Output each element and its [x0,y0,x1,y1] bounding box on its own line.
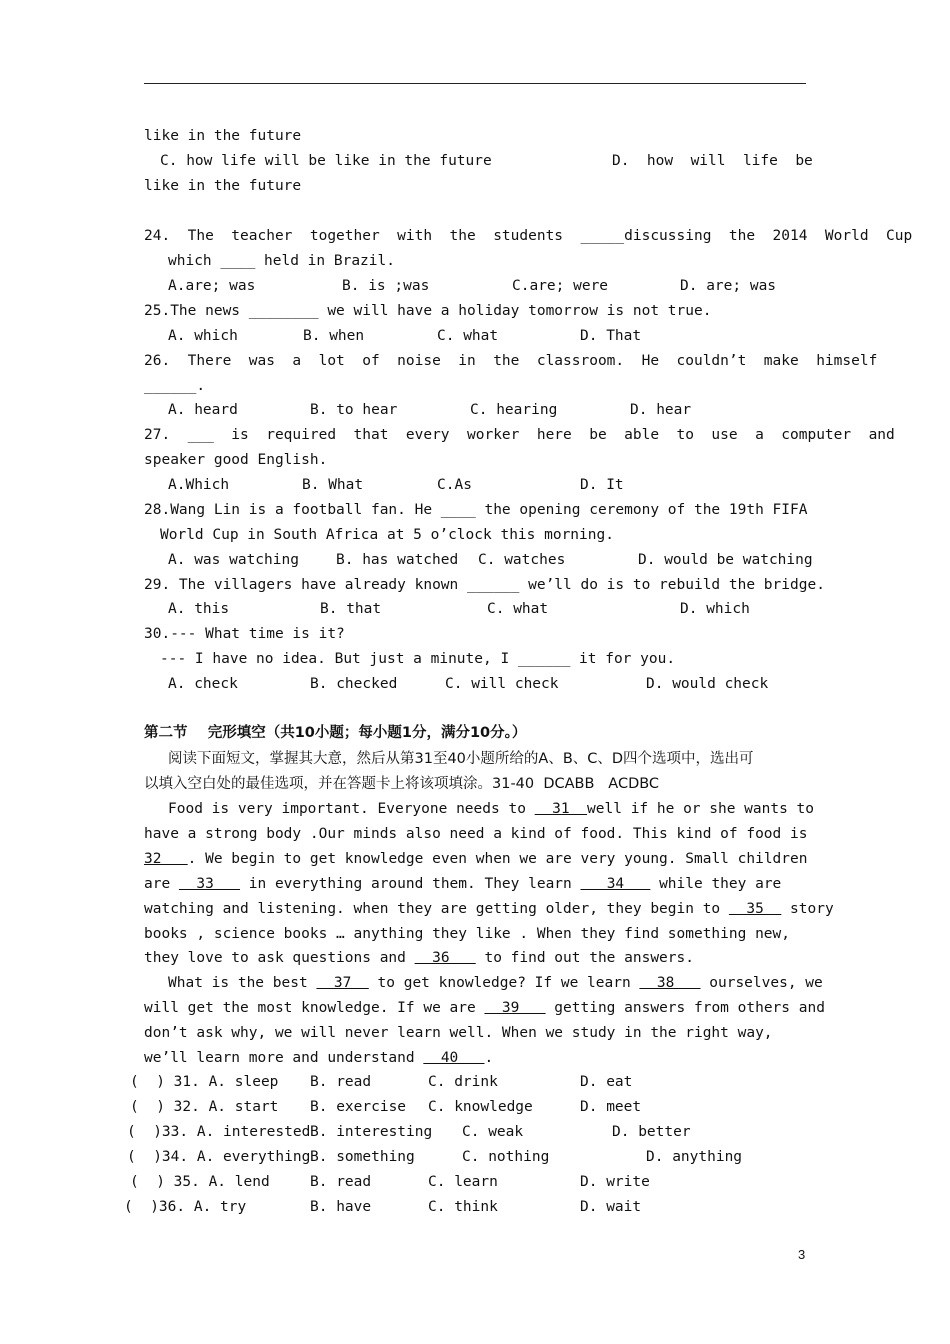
passage-text: watching and listening. when they are getting older, they begin to [144,901,729,917]
option-item: D. better [612,1124,691,1140]
passage-text: Food is very important. Everyone needs to [168,801,535,817]
passage-text: are [144,876,179,892]
question-line: A. check [168,676,238,692]
section-instruction-cont: 以填入空白处的最佳选项，并在答题卡上将该项填涂。31-40 DCABB ACDBC [144,776,660,792]
passage-text: in everything around them. They learn [240,876,581,892]
question-line: A. heard [168,402,238,418]
question-line: 28.Wang Lin is a football fan. He ____ the opening ceremony of the 19th FIFA [144,502,808,518]
question-line: D. would be watching [638,552,813,568]
question-line: D. which [680,601,750,617]
question-line: World Cup in South Africa at 5 o’clock this morning. [160,527,614,543]
question-line: C. what [437,328,499,344]
option-item: D. wait [580,1199,642,1215]
option-item: D. meet [580,1099,642,1115]
option-item: ( )33. A. interested [127,1124,311,1140]
question-line: D. It [580,477,624,493]
option-item: ( )36. A. try [124,1199,247,1215]
question-line: D. hear [630,402,692,418]
answer-blank: 31 [534,801,588,817]
option-item: ( ) 35. A. lend [130,1174,270,1190]
passage-text: while they are [650,876,782,892]
option-item: C. drink [428,1074,498,1090]
section-instruction: 阅读下面短文，掌握其大意，然后从第31至40小题所给的A、B、C、D四个选项中，选出可 [168,751,754,767]
question-line: like in the future [144,178,302,194]
question-line: C. will check [445,676,559,692]
passage-text: to find out the answers. [475,950,694,966]
question-line: A. which [168,328,238,344]
passage-text: to get knowledge? If we learn [368,975,640,991]
question-line: 25.The news ________ we will have a holiday tomorrow is not true. [144,303,712,319]
passage-line [144,872,781,897]
question-line: 24. The teacher together with the students _____discussing the 2014 World Cup [144,228,913,244]
option-item: B. something [310,1149,415,1165]
answer-blank: 37 [316,975,369,991]
option-item: C. knowledge [428,1099,533,1115]
passage-text: books , science books … anything they like . When they find something new, [144,926,791,942]
option-item: C. weak [462,1124,524,1140]
question-line: D. are; was [680,278,777,294]
question-line: D. That [580,328,642,344]
passage-line [144,1021,773,1046]
question-line: speaker good English. [144,452,328,468]
passage-line [144,897,834,922]
section-heading: 第二节 完形填空（共10小题；每小题1分，满分10分。） [144,725,527,741]
question-line: A. this [168,601,230,617]
passage-text: . We begin to get knowledge even when we are very young. Small children [187,851,808,867]
page-number: 3 [798,1247,806,1262]
passage-line [144,1046,493,1071]
option-item: C. think [428,1199,498,1215]
question-line: ______. [144,378,206,394]
answer-blank: 39 [484,1000,546,1016]
question-line: 26. There was a lot of noise in the classroom. He couldn’t make himself [144,353,878,369]
option-item: ( ) 31. A. sleep [130,1074,279,1090]
passage-line [144,996,825,1021]
question-line: C. what [487,601,549,617]
passage-line [144,922,790,947]
question-line: 29. The villagers have already known ______ we’ll do is to rebuild the bridge. [144,577,825,593]
header-rule [144,83,806,84]
question-line: D. how will life be [612,153,813,169]
question-line: C.As [437,477,472,493]
question-line: C.are; were [512,278,609,294]
option-item: D. write [580,1174,650,1190]
passage-text: story [781,901,834,917]
answer-blank: 36 [414,950,476,966]
question-line: A. was watching [168,552,299,568]
passage-text: have a strong body .Our minds also need a kind of food. This kind of food is [144,826,808,842]
question-line: A.Which [168,477,230,493]
passage-text: we’ll learn more and understand [144,1050,424,1066]
passage-text: What is the best [168,975,317,991]
option-item: B. interesting [310,1124,433,1140]
option-item: D. anything [646,1149,743,1165]
answer-blank: 34 [580,876,651,892]
option-item: B. read [310,1174,372,1190]
passage-line [168,797,814,822]
question-line: which ____ held in Brazil. [168,253,395,269]
question-line: B. What [302,477,364,493]
passage-text: . [484,1050,494,1066]
question-line: D. would check [646,676,769,692]
option-item: C. nothing [462,1149,550,1165]
passage-text: will get the most knowledge. If we are [144,1000,485,1016]
question-line: C. watches [478,552,566,568]
option-item: ( )34. A. everything [127,1149,311,1165]
passage-text: well if he or she wants to [587,801,815,817]
option-item: D. eat [580,1074,633,1090]
answer-blank: 35 [728,901,782,917]
option-item: B. exercise [310,1099,407,1115]
option-item: B. have [310,1199,372,1215]
question-line: --- I have no idea. But just a minute, I ______ it for you. [160,651,676,667]
question-line: C. hearing [470,402,558,418]
question-line: like in the future [144,128,302,144]
answer-blank: 33 [178,876,241,892]
passage-line [168,971,823,996]
question-line: B. when [303,328,365,344]
question-line: 30.--- What time is it? [144,626,345,642]
passage-text: don’t ask why, we will never learn well. When we study in the right way, [144,1025,773,1041]
question-line: A.are; was [168,278,256,294]
question-line: B. has watched [336,552,459,568]
question-line: B. that [320,601,382,617]
passage-text: they love to ask questions and [144,950,415,966]
question-line: 27. ___ is required that every worker here be able to use a computer and [144,427,895,443]
question-line: C. how life will be like in the future [160,153,492,169]
answer-blank: 40 [423,1050,485,1066]
passage-line [144,847,807,872]
passage-line [144,822,807,847]
question-line: B. is ;was [342,278,430,294]
answer-blank: 32 [144,851,188,867]
answer-blank: 38 [639,975,701,991]
option-item: C. learn [428,1174,498,1190]
question-line: B. to hear [310,402,398,418]
passage-text: getting answers from others and [545,1000,825,1016]
option-item: B. read [310,1074,372,1090]
passage-line [144,946,694,971]
option-item: ( ) 32. A. start [130,1099,279,1115]
question-line: B. checked [310,676,398,692]
passage-text: ourselves, we [700,975,823,991]
